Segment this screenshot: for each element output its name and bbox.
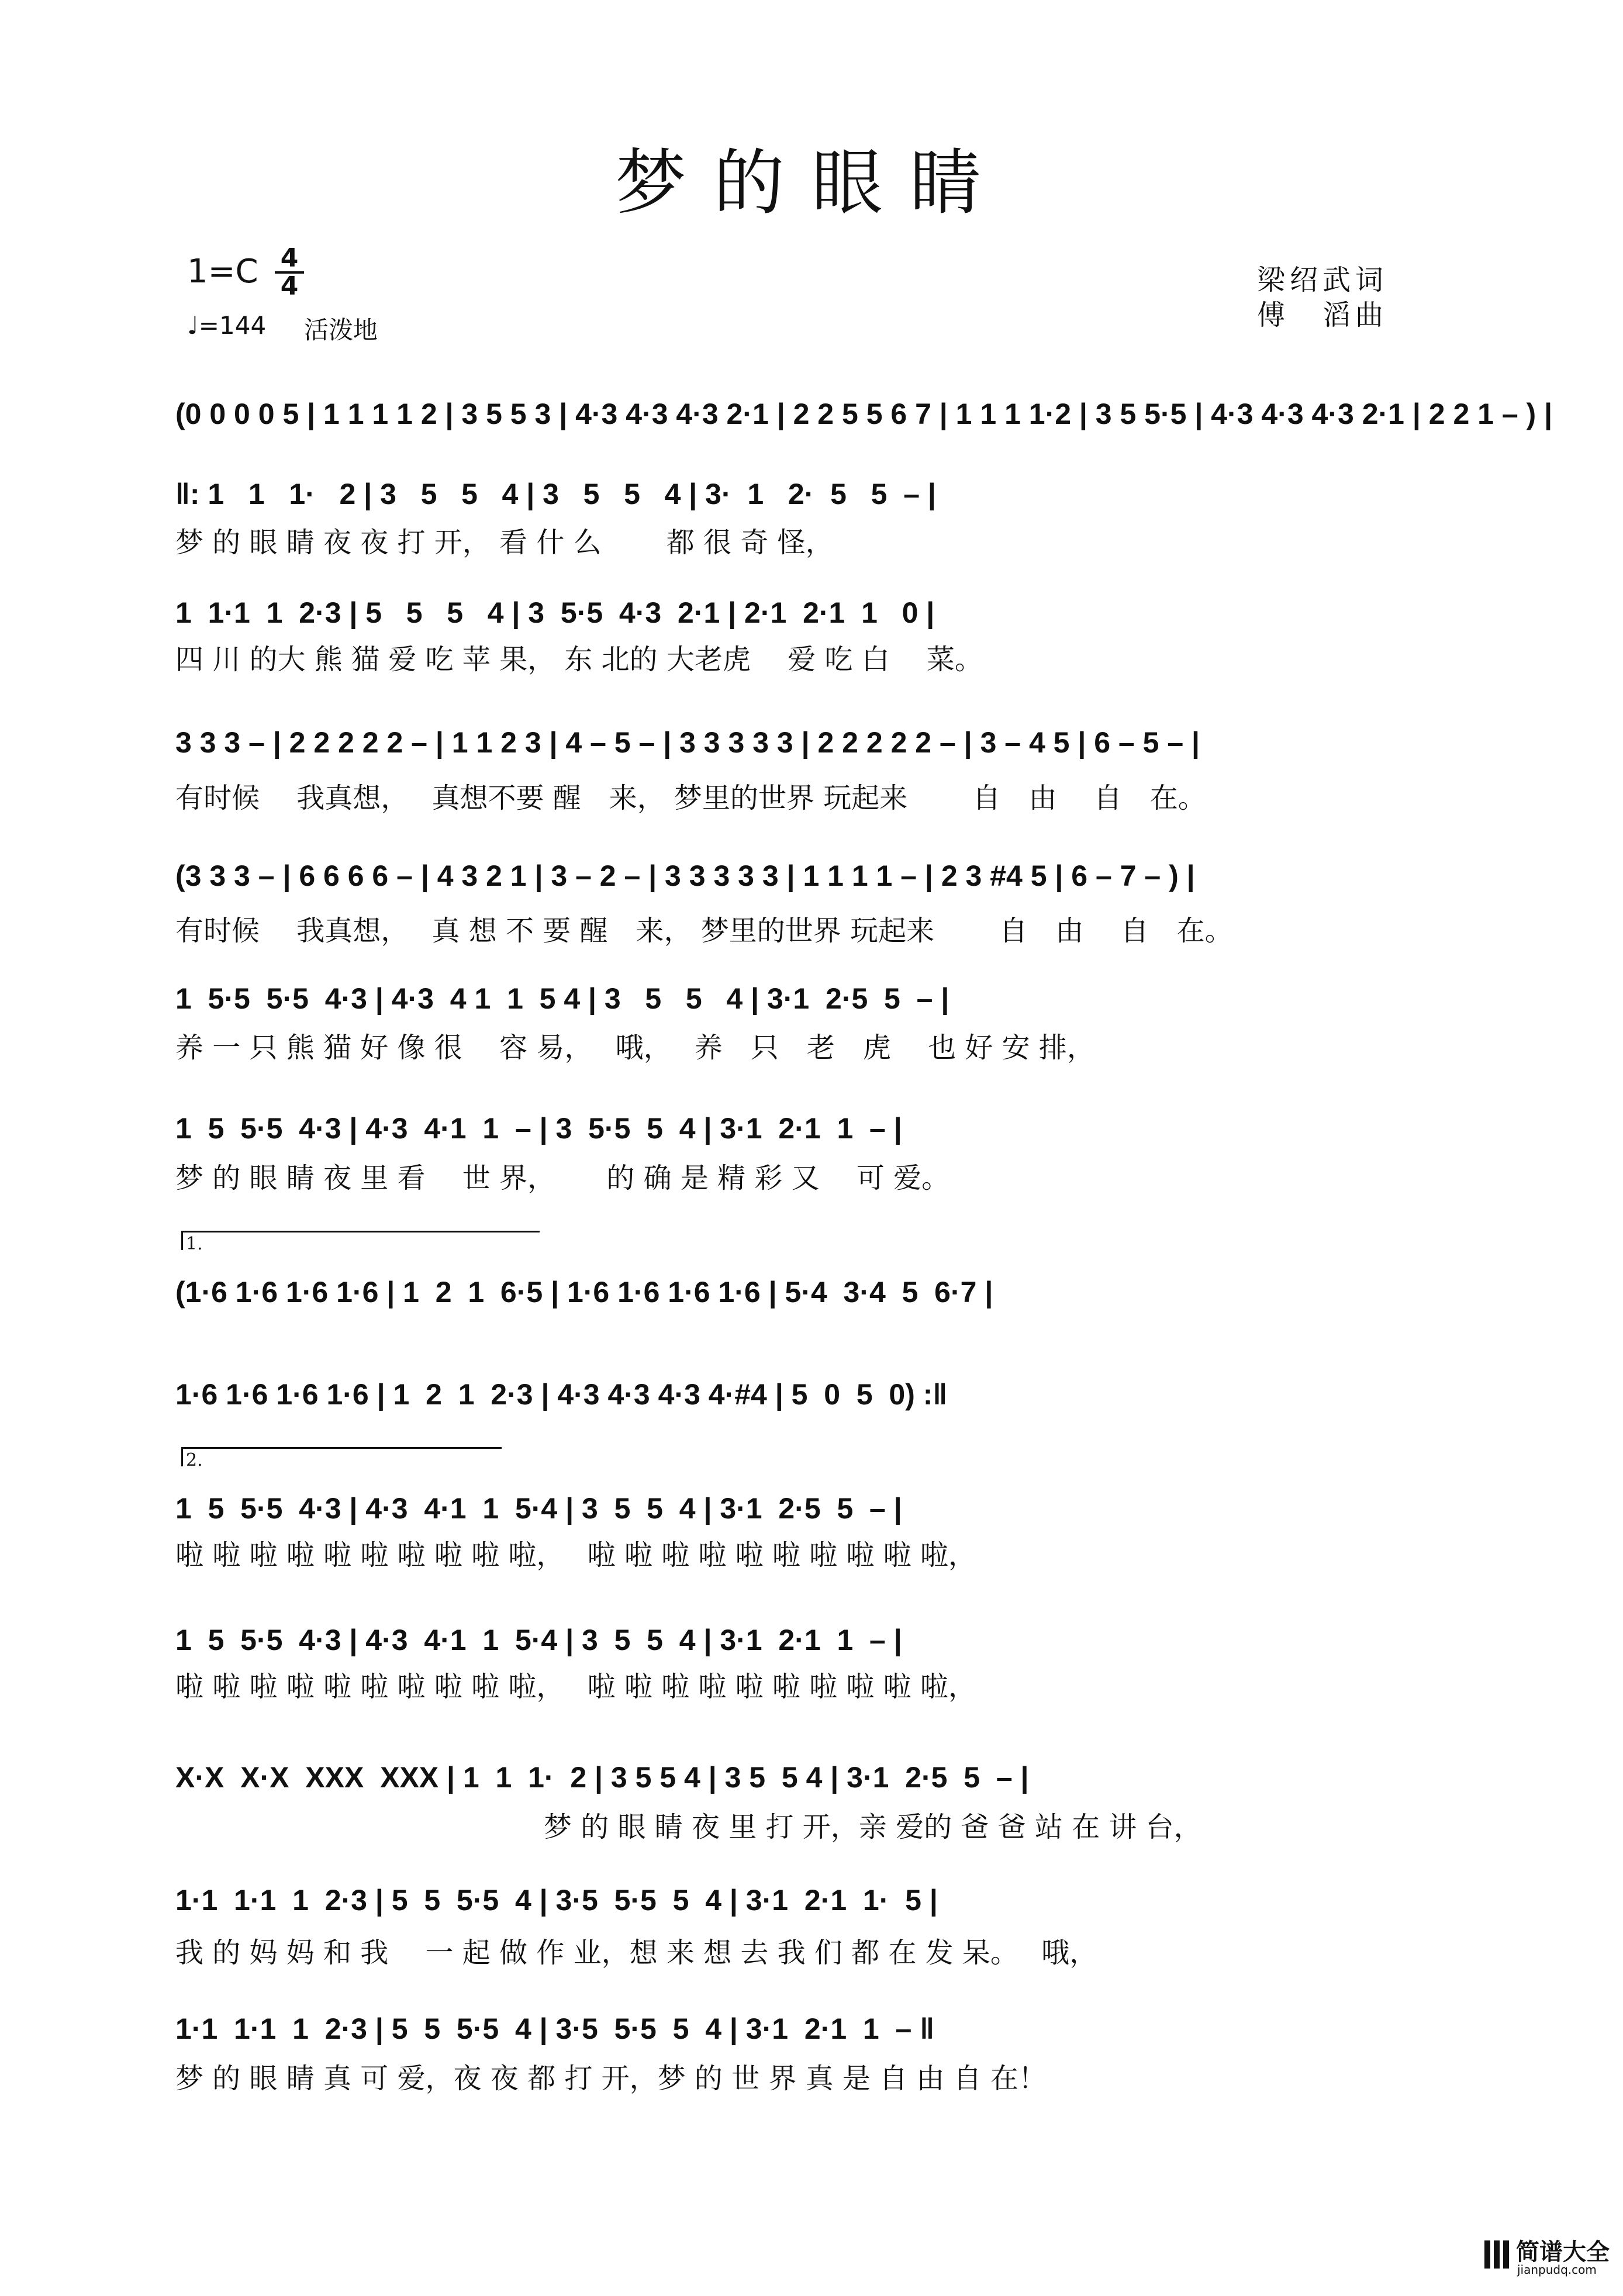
score-row-14-notes: 1·1 1·1 1 2·3 | 5 5 5·5 4 | 3·5 5·5 5 4 | 3·1 2·1 1 – ‖	[175, 2012, 935, 2045]
time-signature-bottom: 4	[280, 271, 299, 301]
volta-1-bracket	[181, 1231, 540, 1250]
volta-2-bracket	[181, 1447, 502, 1466]
composer-credit: 傅 滔曲	[1257, 299, 1389, 332]
key-signature: 1=C	[187, 253, 258, 291]
score-row-4-notes: 3 3 3 – | 2 2 2 2 2 – | 1 1 2 3 | 4 – 5 – | 3 3 3 3 3 | 2 2 2 2 2 – | 3 – 4 5 | 6 – 5 – |	[175, 726, 1200, 759]
score-row-13-notes: 1·1 1·1 1 2·3 | 5 5 5·5 4 | 3·5 5·5 5 4 | 3·1 2·1 1· 5 |	[175, 1884, 938, 1917]
score-row-4-lyrics: 有时候 我真想， 真想不要 醒 来， 梦里的世界 玩起来 自 由 自 在。	[175, 781, 1206, 814]
time-signature-top: 4	[275, 246, 304, 274]
score-row-7-lyrics: 梦 的 眼 睛 夜 里 看 世 界， 的 确 是 精 彩 又 可 爱。	[175, 1161, 950, 1194]
score-row-12-lyrics: 梦 的 眼 睛 夜 里 打 开，亲 爱的 爸 爸 站 在 讲 台，	[544, 1810, 1202, 1843]
lyricist-credit: 梁绍武词	[1257, 264, 1389, 296]
score-row-2-lyrics: 梦 的 眼 睛 夜 夜 打 开， 看 什 么 都 很 奇 怪，	[175, 526, 834, 559]
score-row-3-notes: 1 1·1 1 2·3 | 5 5 5 4 | 3 5·5 4·3 2·1 | 2·1 2·1 1 0 |	[175, 596, 935, 629]
piano-keys-icon	[1482, 2238, 1517, 2273]
score-row-5-notes: (3 3 3 – | 6 6 6 6 – | 4 3 2 1 | 3 – 2 – | 3 3 3 3 3 | 1 1 1 1 – | 2 3 #4 5 | 6 – 7 – ) |	[175, 859, 1195, 892]
score-row-9-notes: 1·6 1·6 1·6 1·6 | 1 2 1 2·3 | 4·3 4·3 4·3 4·#4 | 5 0 5 0) :‖	[175, 1378, 948, 1411]
score-row-8-notes: (1·6 1·6 1·6 1·6 | 1 2 1 6·5 | 1·6 1·6 1·6 1·6 | 5·4 3·4 5 6·7 |	[175, 1276, 993, 1308]
score-row-3-lyrics: 四 川 的大 熊 猫 爱 吃 苹 果， 东 北的 大老虎 爱 吃 白 菜。	[175, 643, 983, 676]
score-row-14-lyrics: 梦 的 眼 睛 真 可 爱，夜 夜 都 打 开，梦 的 世 界 真 是 自 由 自 在！	[175, 2062, 1047, 2095]
expression-marking: 活泼地	[304, 316, 378, 344]
time-signature	[275, 243, 304, 301]
score-row-10-notes: 1 5 5·5 4·3 | 4·3 4·1 1 5·4 | 3 5 5 4 | 3·1 2·5 5 – |	[175, 1492, 902, 1525]
score-row-11-lyrics: 啦 啦 啦 啦 啦 啦 啦 啦 啦 啦， 啦 啦 啦 啦 啦 啦 啦 啦 啦 啦，	[175, 1670, 976, 1703]
score-row-6-lyrics: 养 一 只 熊 猫 好 像 很 容 易， 哦， 养 只 老 虎 也 好 安 排，	[175, 1031, 1095, 1064]
watermark-url: jianpudq.com	[1517, 2263, 1597, 2277]
tempo-marking: ♩=144	[187, 311, 267, 340]
score-row-13-lyrics: 我 的 妈 妈 和 我 一 起 做 作 业，想 来 想 去 我 们 都 在 发 呆。 哦，	[175, 1936, 1098, 1969]
volta-1-label: 1.	[186, 1234, 203, 1254]
score-row-6-notes: 1 5·5 5·5 4·3 | 4·3 4 1 1 5 4 | 3 5 5 4 | 3·1 2·5 5 – |	[175, 982, 949, 1015]
volta-2-label: 2.	[186, 1450, 203, 1470]
score-row-7-notes: 1 5 5·5 4·3 | 4·3 4·1 1 – | 3 5·5 5 4 | 3·1 2·1 1 – |	[175, 1112, 902, 1145]
score-row-5-lyrics: 有时候 我真想， 真 想 不 要 醒 来， 梦里的世界 玩起来 自 由 自 在。	[175, 914, 1233, 947]
watermark-logo	[1482, 2233, 1611, 2280]
watermark-text: 简谱大全	[1516, 2239, 1610, 2266]
score-row-1-notes: (0 0 0 0 5 | 1 1 1 1 2 | 3 5 5 3 | 4·3 4·3 4·3 2·1 | 2 2 5 5 6 7 | 1 1 1 1·2 | 3 5 5·5 | 4·3 4·3 4·3 2·1 | 2 2 1 – ) |	[175, 398, 1553, 430]
score-row-12-notes: X·X X·X XXX XXX | 1 1 1· 2 | 3 5 5 4 | 3 5 5 4 | 3·1 2·5 5 – |	[175, 1761, 1029, 1794]
score-row-10-lyrics: 啦 啦 啦 啦 啦 啦 啦 啦 啦 啦， 啦 啦 啦 啦 啦 啦 啦 啦 啦 啦，	[175, 1538, 976, 1572]
score-row-2-notes: ‖: 1 1 1· 2 | 3 5 5 4 | 3 5 5 4 | 3· 1 2· 5 5 – |	[175, 478, 936, 510]
page-title: 梦的眼睛	[615, 141, 1008, 225]
score-row-11-notes: 1 5 5·5 4·3 | 4·3 4·1 1 5·4 | 3 5 5 4 | 3·1 2·1 1 – |	[175, 1624, 902, 1656]
